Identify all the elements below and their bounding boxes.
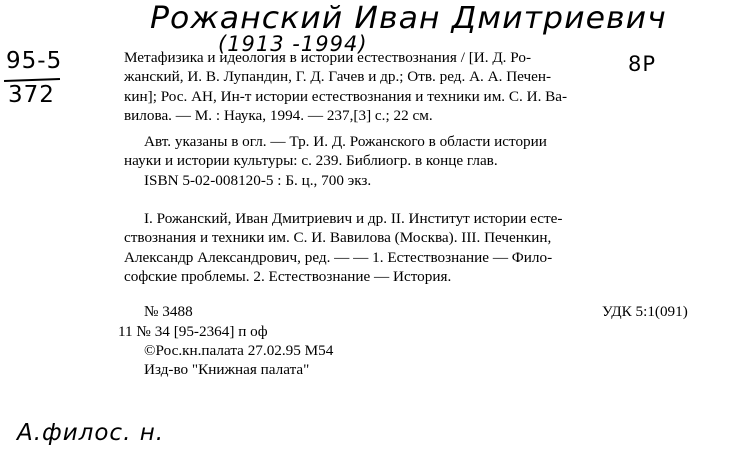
- handwritten-corner-mark: 8Р: [628, 52, 657, 76]
- tracing-line: I. Рожанский, Иван Дмитриевич и др. II. Институт истории есте-: [144, 210, 563, 227]
- handwritten-footer-note: А.филос. н.: [17, 420, 165, 446]
- handwritten-shelfmark-bottom: 372: [8, 82, 55, 108]
- description-line: жанский, И. В. Лупандин, Г. Д. Гачев и др.; Отв. ред. А. А. Печен-: [124, 68, 552, 86]
- description-line: вилова. — М. : Наука, 1994. — 237,[3] с.; 22 см.: [124, 106, 433, 124]
- subject-tracings: [124, 209, 562, 286]
- tracing-line: ствознания и техники им. С. И. Вавилова (Москва). III. Печенкин,: [124, 229, 552, 247]
- publisher-line: Изд-во "Книжная палата": [144, 361, 310, 378]
- tracing-line: софские проблемы. 2. Естествознание — История.: [124, 267, 452, 285]
- description-line: кин]; Рос. АН, Ин-т истории естествознания и техники им. С. И. Ва-: [124, 87, 568, 105]
- tracing-line: Александр Александрович, ред. — — 1. Естествознание — Фило-: [124, 248, 553, 266]
- record-notes: [124, 132, 547, 171]
- handwritten-shelfmark-top: 95-5: [6, 48, 63, 74]
- handwritten-author-dates: (1913 -1994): [218, 32, 368, 56]
- udk-classification: УДК 5:1(091): [602, 303, 688, 320]
- registration-number: № 3488: [144, 303, 193, 320]
- book-chamber-stamp: ©Рос.кн.палата 27.02.95 М54: [144, 342, 334, 359]
- note-line: науки и истории культуры: с. 239. Библиогр. в конце глав.: [124, 152, 498, 170]
- isbn-line: ISBN 5-02-008120-5 : Б. ц., 700 экз.: [144, 172, 372, 189]
- handwritten-author-heading: Рожанский Иван Дмитриевич: [150, 1, 667, 36]
- description-line: Метафизика и идеология в истории естествознания / [И. Д. Ро-: [124, 49, 531, 66]
- printing-line: 11 № 34 [95-2364] п оф: [118, 323, 268, 340]
- note-line: Авт. указаны в огл. — Тр. И. Д. Рожанского в области истории: [144, 133, 547, 150]
- bibliographic-description: [124, 48, 567, 125]
